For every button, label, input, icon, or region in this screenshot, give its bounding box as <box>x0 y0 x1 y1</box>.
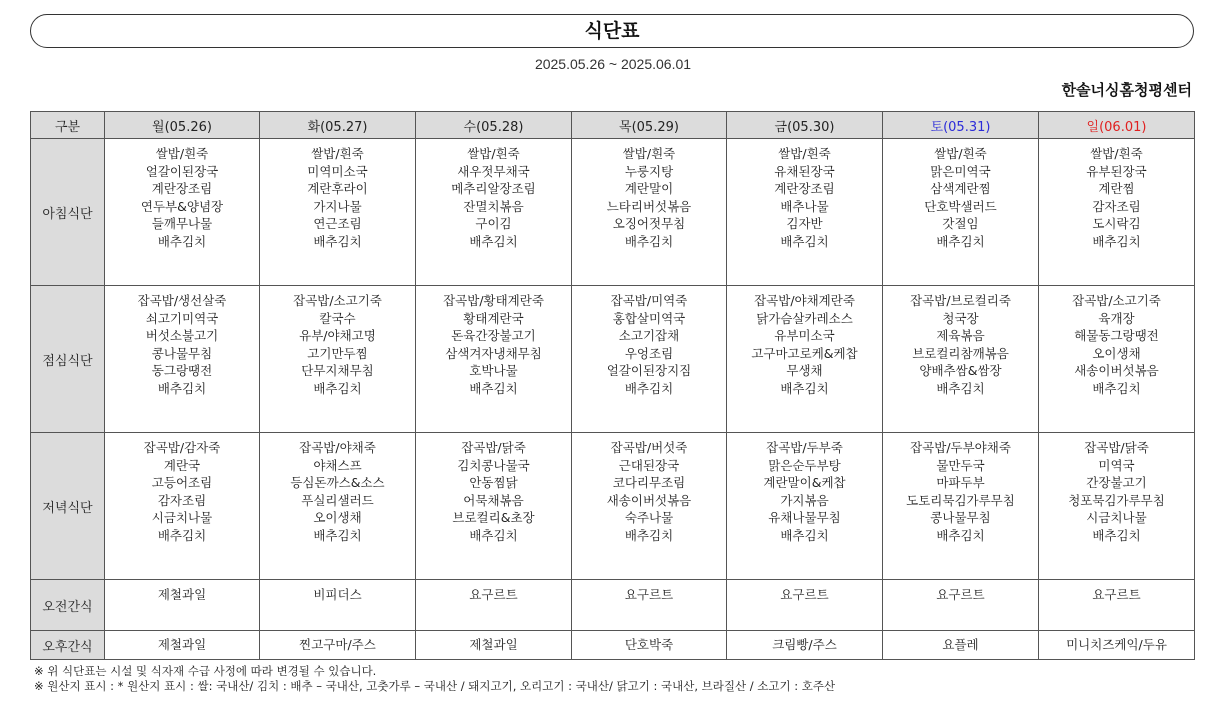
menu-item: 우엉조림 <box>624 345 674 361</box>
menu-item: 가지나물 <box>313 198 362 214</box>
note-line: ※ 원산지 표시 : * 원산지 표시 : 쌀: 국내산/ 김치 : 배추 – 국내산, 고춧가루 – 국내산 / 돼지고기, 오리고기 : 국내산/ 닭고기 : 국내산, 브라질산 / 소고기 : 호주산 <box>34 679 836 693</box>
menu-item: 배추나물 <box>780 198 829 214</box>
menu-cell <box>883 286 1039 433</box>
menu-item: 코다리무조림 <box>612 475 686 491</box>
menu-item: 잡곡밥/미역죽 <box>610 293 688 308</box>
menu-cell <box>1039 286 1195 433</box>
menu-item: 김치콩나물국 <box>457 457 530 473</box>
menu-item: 새우젓무채국 <box>457 163 530 179</box>
row-label: 저녁식단 <box>31 433 105 580</box>
day-header-tue: 화(05.27) <box>260 112 416 139</box>
menu-item: 배추김치 <box>313 527 362 543</box>
menu-item: 유채된장국 <box>774 163 835 179</box>
menu-cell <box>105 139 260 286</box>
menu-item: 누룽지탕 <box>624 163 674 179</box>
menu-item: 맑은순두부탕 <box>768 457 841 473</box>
menu-cell <box>105 631 260 660</box>
menu-item: 찐고구마/주스 <box>299 637 376 653</box>
menu-cell <box>105 433 260 580</box>
menu-item: 브로컬리&초장 <box>452 510 535 526</box>
menu-item: 배추김치 <box>313 233 362 249</box>
note-line: ※ 위 식단표는 시설 및 식자재 수급 사정에 따라 변경될 수 있습니다. <box>34 664 377 678</box>
menu-cell <box>416 286 572 433</box>
menu-item: 잡곡밥/두부야채죽 <box>910 440 1011 455</box>
header-row <box>31 112 1195 139</box>
menu-item: 잡곡밥/닭죽 <box>461 440 526 455</box>
menu-item: 요플레 <box>942 637 979 653</box>
corner-label: 구분 <box>31 112 105 139</box>
row-label: 오전간식 <box>31 580 105 631</box>
menu-cell <box>416 580 572 631</box>
menu-item: 잡곡밥/야채계란죽 <box>754 293 855 308</box>
menu-item: 쌀밥/흰죽 <box>778 146 831 161</box>
menu-item: 비피더스 <box>313 587 362 602</box>
menu-item: 고기만두찜 <box>307 345 368 361</box>
menu-item: 유부된장국 <box>1086 163 1147 179</box>
menu-item: 근대된장국 <box>618 457 680 473</box>
menu-item: 미니치즈케익/두유 <box>1066 637 1167 653</box>
menu-item: 배추김치 <box>780 380 829 396</box>
menu-item: 배추김치 <box>780 527 829 543</box>
breakfast-row <box>31 139 1195 286</box>
menu-item: 계란말이 <box>624 181 674 197</box>
menu-item: 감자조림 <box>1092 198 1141 214</box>
notes <box>34 664 835 694</box>
menu-item: 청포묵김가루무침 <box>1068 492 1165 508</box>
menu-item: 배추김치 <box>157 527 207 543</box>
menu-item: 김자반 <box>786 216 823 232</box>
menu-item: 가지볶음 <box>780 492 829 508</box>
menu-item: 미역국 <box>1098 457 1135 473</box>
menu-item: 배추김치 <box>157 233 207 249</box>
menu-cell <box>727 580 883 631</box>
menu-item: 고등어조림 <box>151 475 213 491</box>
menu-item: 느타리버섯볶음 <box>606 198 692 214</box>
menu-item: 쌀밥/흰죽 <box>467 146 520 161</box>
day-header-sat: 토(05.31) <box>883 112 1039 139</box>
menu-item: 유부미소국 <box>774 328 835 344</box>
menu-item: 잡곡밥/닭죽 <box>1084 440 1149 455</box>
menu-item: 배추김치 <box>469 380 518 396</box>
menu-item: 소고기잡채 <box>618 328 680 344</box>
menu-item: 갓절임 <box>942 216 979 232</box>
day-header-thu: 목(05.29) <box>572 112 727 139</box>
menu-item: 배추김치 <box>624 527 674 543</box>
menu-cell <box>416 139 572 286</box>
menu-item: 푸실리샐러드 <box>301 492 374 508</box>
menu-item: 맑은미역국 <box>930 163 991 179</box>
menu-item: 배추김치 <box>936 527 985 543</box>
menu-item: 계란말이&케찹 <box>763 475 846 491</box>
menu-item: 배추김치 <box>1092 527 1141 543</box>
menu-item: 잡곡밥/생선살죽 <box>137 293 227 308</box>
row-label: 오후간식 <box>31 631 105 660</box>
menu-cell <box>572 631 727 660</box>
menu-item: 청국장 <box>942 310 979 326</box>
menu-item: 잡곡밥/야채죽 <box>299 440 376 455</box>
menu-item: 배추김치 <box>624 380 674 396</box>
menu-item: 쌀밥/흰죽 <box>934 146 987 161</box>
page-title: 식단표 <box>30 14 1194 48</box>
menu-item: 들깨무나물 <box>151 216 213 232</box>
menu-item: 콩나물무침 <box>151 345 213 361</box>
menu-item: 숙주나물 <box>624 510 674 526</box>
menu-cell <box>416 631 572 660</box>
menu-cell <box>260 286 416 433</box>
menu-item: 잡곡밥/버섯죽 <box>610 440 688 455</box>
dinner-row <box>31 433 1195 580</box>
menu-item: 새송이버섯볶음 <box>1074 363 1159 379</box>
menu-item: 고구마고로케&케찹 <box>751 345 858 361</box>
menu-item: 요구르트 <box>936 587 985 602</box>
menu-cell <box>260 631 416 660</box>
menu-cell <box>105 580 260 631</box>
center-name: 한솔너싱홈청평센터 <box>1061 81 1192 99</box>
day-header-sun: 일(06.01) <box>1039 112 1195 139</box>
menu-table <box>30 111 1195 660</box>
menu-item: 잡곡밥/소고기죽 <box>1072 293 1161 308</box>
menu-item: 안동찜닭 <box>469 475 518 491</box>
menu-item: 배추김치 <box>1092 233 1141 249</box>
menu-item: 쌀밥/흰죽 <box>311 146 364 161</box>
menu-item: 콩나물무침 <box>930 510 991 526</box>
menu-cell <box>727 139 883 286</box>
menu-item: 배추김치 <box>780 233 829 249</box>
menu-item: 시금치나물 <box>1086 510 1147 526</box>
menu-item: 브로컬리참깨볶음 <box>912 345 1009 361</box>
menu-item: 얼갈이된장지짐 <box>606 363 692 379</box>
row-label: 점심식단 <box>31 286 105 433</box>
menu-item: 구이김 <box>475 216 512 232</box>
menu-item: 오이생채 <box>1092 345 1141 361</box>
menu-cell <box>883 139 1039 286</box>
menu-item: 무생채 <box>786 363 823 379</box>
menu-item: 계란후라이 <box>307 181 368 197</box>
day-header-fri: 금(05.30) <box>727 112 883 139</box>
menu-item: 잡곡밥/소고기죽 <box>293 293 382 308</box>
menu-item: 잔멸치볶음 <box>463 198 524 214</box>
menu-item: 계란장조림 <box>151 181 213 197</box>
menu-item: 어묵채볶음 <box>463 492 524 508</box>
menu-item: 배추김치 <box>1092 380 1141 396</box>
menu-item: 오징어젓무침 <box>612 216 686 232</box>
menu-item: 쌀밥/흰죽 <box>155 146 209 161</box>
menu-item: 연근조림 <box>313 216 362 232</box>
day-header-mon: 월(05.26) <box>105 112 260 139</box>
menu-item: 간장불고기 <box>1086 475 1147 491</box>
menu-item: 배추김치 <box>469 233 518 249</box>
menu-item: 돈육간장불고기 <box>451 328 536 344</box>
row-label: 아침식단 <box>31 139 105 286</box>
menu-item: 크림빵/주스 <box>772 637 837 653</box>
menu-cell <box>1039 139 1195 286</box>
menu-item: 해물동그랑땡전 <box>1074 328 1159 344</box>
menu-item: 배추김치 <box>157 380 207 396</box>
menu-item: 도토리묵김가루무침 <box>906 492 1015 508</box>
menu-item: 유부/야채고명 <box>299 328 376 344</box>
menu-item: 동그랑땡전 <box>151 363 213 379</box>
menu-item: 등심돈까스&소스 <box>290 475 385 491</box>
menu-item: 배추김치 <box>624 233 674 249</box>
menu-cell <box>260 580 416 631</box>
menu-cell <box>260 139 416 286</box>
menu-item: 요구르트 <box>1092 587 1141 602</box>
menu-item: 홍합살미역국 <box>612 310 686 326</box>
menu-item: 쌀밥/흰죽 <box>1090 146 1143 161</box>
menu-item: 메추리알장조림 <box>451 181 536 197</box>
menu-item: 제철과일 <box>157 637 207 653</box>
menu-item: 잡곡밥/감자죽 <box>143 440 221 455</box>
menu-item: 새송이버섯볶음 <box>606 492 692 508</box>
menu-item: 도시락김 <box>1092 216 1141 232</box>
menu-item: 삼색계란찜 <box>930 181 991 197</box>
menu-cell <box>572 580 727 631</box>
menu-item: 잡곡밥/두부죽 <box>766 440 843 455</box>
menu-item: 유채나물무침 <box>768 510 841 526</box>
menu-cell <box>883 580 1039 631</box>
menu-item: 계란찜 <box>1098 181 1135 197</box>
menu-cell <box>105 286 260 433</box>
menu-cell <box>883 631 1039 660</box>
menu-item: 요구르트 <box>780 587 829 602</box>
menu-item: 단무지채무침 <box>301 363 374 379</box>
menu-item: 쌀밥/흰죽 <box>622 146 676 161</box>
menu-item: 단호박죽 <box>624 637 674 653</box>
menu-item: 단호박샐러드 <box>924 198 997 214</box>
day-header-wed: 수(05.28) <box>416 112 572 139</box>
menu-item: 계란국 <box>163 457 201 473</box>
menu-item: 버섯소불고기 <box>145 328 219 344</box>
menu-cell <box>416 433 572 580</box>
menu-item: 육개장 <box>1098 310 1135 326</box>
menu-item: 황태계란국 <box>463 310 524 326</box>
menu-item: 쇠고기미역국 <box>145 310 219 326</box>
menu-item: 배추김치 <box>313 380 362 396</box>
menu-item: 배추김치 <box>469 527 518 543</box>
menu-item: 닭가슴살카레소스 <box>756 310 853 326</box>
menu-item: 물만두국 <box>936 457 985 473</box>
menu-item: 오이생채 <box>313 510 362 526</box>
menu-cell <box>1039 580 1195 631</box>
menu-item: 배추김치 <box>936 233 985 249</box>
menu-item: 호박나물 <box>469 363 518 379</box>
menu-cell <box>883 433 1039 580</box>
menu-item: 배추김치 <box>936 380 985 396</box>
lunch-row <box>31 286 1195 433</box>
menu-cell <box>727 286 883 433</box>
menu-item: 삼색겨자냉채무침 <box>445 345 542 361</box>
menu-item: 요구르트 <box>624 587 674 602</box>
menu-item: 제철과일 <box>469 637 518 653</box>
menu-item: 요구르트 <box>469 587 518 602</box>
menu-item: 양배추쌈&쌈장 <box>919 363 1002 379</box>
menu-item: 미역미소국 <box>307 163 368 179</box>
menu-item: 야채스프 <box>313 457 362 473</box>
menu-cell <box>1039 433 1195 580</box>
menu-cell <box>727 631 883 660</box>
menu-item: 마파두부 <box>936 475 985 491</box>
menu-item: 칼국수 <box>319 310 356 326</box>
menu-cell <box>572 286 727 433</box>
afternoon-snack-row <box>31 631 1195 660</box>
menu-item: 제육볶음 <box>936 328 985 344</box>
menu-item: 제철과일 <box>157 587 207 602</box>
menu-cell <box>260 433 416 580</box>
menu-item: 시금치나물 <box>151 510 213 526</box>
menu-cell <box>572 433 727 580</box>
morning-snack-row <box>31 580 1195 631</box>
menu-item: 계란장조림 <box>774 181 835 197</box>
menu-item: 얼갈이된장국 <box>145 163 219 179</box>
menu-item: 잡곡밥/황태계란죽 <box>443 293 544 308</box>
menu-cell <box>727 433 883 580</box>
menu-cell <box>1039 631 1195 660</box>
menu-cell <box>572 139 727 286</box>
menu-item: 감자조림 <box>157 492 207 508</box>
menu-item: 잡곡밥/브로컬리죽 <box>910 293 1011 308</box>
date-range: 2025.05.26 ~ 2025.06.01 <box>534 56 692 72</box>
menu-item: 연두부&양념장 <box>140 198 224 214</box>
